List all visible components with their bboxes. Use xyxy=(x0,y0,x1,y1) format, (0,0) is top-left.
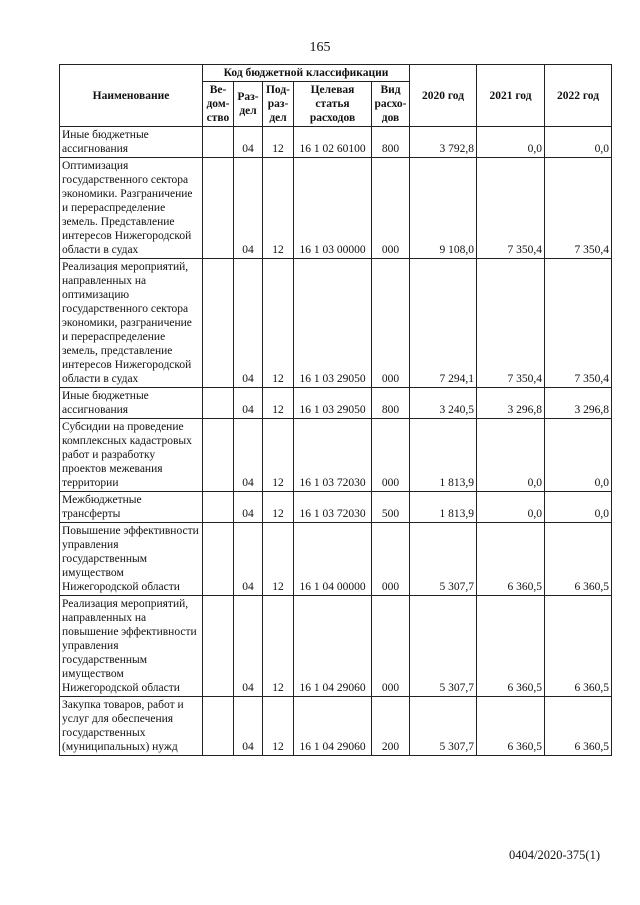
row-razdel: 04 xyxy=(234,388,263,419)
row-name: Иные бюджетные ассигнования xyxy=(60,388,203,419)
row-podrazdel: 12 xyxy=(263,388,294,419)
row-2022: 0,0 xyxy=(545,492,612,523)
row-2021: 0,0 xyxy=(477,492,545,523)
row-vedomstvo xyxy=(203,158,234,259)
row-vid: 000 xyxy=(372,596,410,697)
row-2021: 0,0 xyxy=(477,127,545,158)
header-razdel: Раз- дел xyxy=(234,82,263,127)
table-row xyxy=(60,523,612,596)
header-celevaya: Целевая статья расходов xyxy=(294,82,372,127)
row-2022: 6 360,5 xyxy=(545,596,612,697)
row-2020: 5 307,7 xyxy=(410,697,477,756)
row-podrazdel: 12 xyxy=(263,596,294,697)
row-celevaya: 16 1 03 72030 xyxy=(294,419,372,492)
table-row xyxy=(60,127,612,158)
row-vid: 800 xyxy=(372,388,410,419)
row-razdel: 04 xyxy=(234,523,263,596)
row-razdel: 04 xyxy=(234,492,263,523)
row-razdel: 04 xyxy=(234,419,263,492)
budget-table xyxy=(59,64,612,756)
row-2020: 5 307,7 xyxy=(410,596,477,697)
row-name: Оптимизация государственного сектора экономики. Разграничение и перераспределение земель. Представление интересов Нижегородской области в судах xyxy=(60,158,203,259)
row-celevaya: 16 1 04 29060 xyxy=(294,596,372,697)
row-vedomstvo xyxy=(203,492,234,523)
row-2020: 1 813,9 xyxy=(410,492,477,523)
header-2021: 2021 год xyxy=(477,65,545,127)
row-2022: 7 350,4 xyxy=(545,158,612,259)
row-2021: 7 350,4 xyxy=(477,158,545,259)
row-vid: 000 xyxy=(372,259,410,388)
row-vedomstvo xyxy=(203,596,234,697)
row-name: Межбюджетные трансферты xyxy=(60,492,203,523)
row-name: Иные бюджетные ассигнования xyxy=(60,127,203,158)
row-vedomstvo xyxy=(203,388,234,419)
row-vid: 200 xyxy=(372,697,410,756)
row-vid: 000 xyxy=(372,419,410,492)
row-name: Закупка товаров, работ и услуг для обеспечения государственных (муниципальных) нужд xyxy=(60,697,203,756)
header-row-group xyxy=(60,65,612,82)
row-celevaya: 16 1 03 00000 xyxy=(294,158,372,259)
row-name: Повышение эффективности управления государственным имуществом Нижегородской области xyxy=(60,523,203,596)
header-podrazdel: Под- раз- дел xyxy=(263,82,294,127)
header-vid: Вид расхо- дов xyxy=(372,82,410,127)
row-2022: 6 360,5 xyxy=(545,523,612,596)
table-row xyxy=(60,259,612,388)
row-2021: 6 360,5 xyxy=(477,523,545,596)
row-2020: 1 813,9 xyxy=(410,419,477,492)
row-vedomstvo xyxy=(203,523,234,596)
row-2020: 3 792,8 xyxy=(410,127,477,158)
page-number: 165 xyxy=(309,40,331,55)
row-razdel: 04 xyxy=(234,697,263,756)
header-2020: 2020 год xyxy=(410,65,477,127)
row-vid: 000 xyxy=(372,158,410,259)
table-row xyxy=(60,697,612,756)
header-name: Наименование xyxy=(60,65,203,127)
table-row xyxy=(60,419,612,492)
row-podrazdel: 12 xyxy=(263,127,294,158)
header-2022: 2022 год xyxy=(545,65,612,127)
row-2021: 7 350,4 xyxy=(477,259,545,388)
row-2020: 9 108,0 xyxy=(410,158,477,259)
row-2020: 3 240,5 xyxy=(410,388,477,419)
table-row xyxy=(60,388,612,419)
row-vedomstvo xyxy=(203,127,234,158)
row-2021: 3 296,8 xyxy=(477,388,545,419)
row-podrazdel: 12 xyxy=(263,158,294,259)
row-2022: 0,0 xyxy=(545,419,612,492)
row-name: Субсидии на проведение комплексных кадастровых работ и разработку проектов межевания территории xyxy=(60,419,203,492)
row-vid: 800 xyxy=(372,127,410,158)
row-2022: 7 350,4 xyxy=(545,259,612,388)
row-celevaya: 16 1 04 00000 xyxy=(294,523,372,596)
row-2022: 6 360,5 xyxy=(545,697,612,756)
row-vedomstvo xyxy=(203,259,234,388)
header-classification-group: Код бюджетной классификации xyxy=(203,65,410,82)
header-vedomstvo: Ве- дом- ство xyxy=(203,82,234,127)
row-2021: 6 360,5 xyxy=(477,697,545,756)
row-celevaya: 16 1 03 72030 xyxy=(294,492,372,523)
row-podrazdel: 12 xyxy=(263,419,294,492)
row-name: Реализация мероприятий, направленных на оптимизацию государственного сектора экономики, разграничение и перераспределение земель, представление интересов Нижегородской области в судах xyxy=(60,259,203,388)
row-celevaya: 16 1 03 29050 xyxy=(294,259,372,388)
row-razdel: 04 xyxy=(234,596,263,697)
row-2022: 3 296,8 xyxy=(545,388,612,419)
row-2021: 6 360,5 xyxy=(477,596,545,697)
row-2020: 7 294,1 xyxy=(410,259,477,388)
table-row xyxy=(60,596,612,697)
row-razdel: 04 xyxy=(234,127,263,158)
row-vid: 000 xyxy=(372,523,410,596)
table-row xyxy=(60,492,612,523)
row-razdel: 04 xyxy=(234,259,263,388)
row-podrazdel: 12 xyxy=(263,697,294,756)
row-vedomstvo xyxy=(203,697,234,756)
row-celevaya: 16 1 04 29060 xyxy=(294,697,372,756)
document-code: 0404/2020-375(1) xyxy=(509,848,600,862)
row-celevaya: 16 1 03 29050 xyxy=(294,388,372,419)
row-2022: 0,0 xyxy=(545,127,612,158)
row-vid: 500 xyxy=(372,492,410,523)
row-podrazdel: 12 xyxy=(263,259,294,388)
row-celevaya: 16 1 02 60100 xyxy=(294,127,372,158)
row-vedomstvo xyxy=(203,419,234,492)
row-name: Реализация мероприятий, направленных на повышение эффективности управления государственным имуществом Нижегородской области xyxy=(60,596,203,697)
row-podrazdel: 12 xyxy=(263,492,294,523)
row-2020: 5 307,7 xyxy=(410,523,477,596)
table-row xyxy=(60,158,612,259)
row-podrazdel: 12 xyxy=(263,523,294,596)
row-razdel: 04 xyxy=(234,158,263,259)
row-2021: 0,0 xyxy=(477,419,545,492)
